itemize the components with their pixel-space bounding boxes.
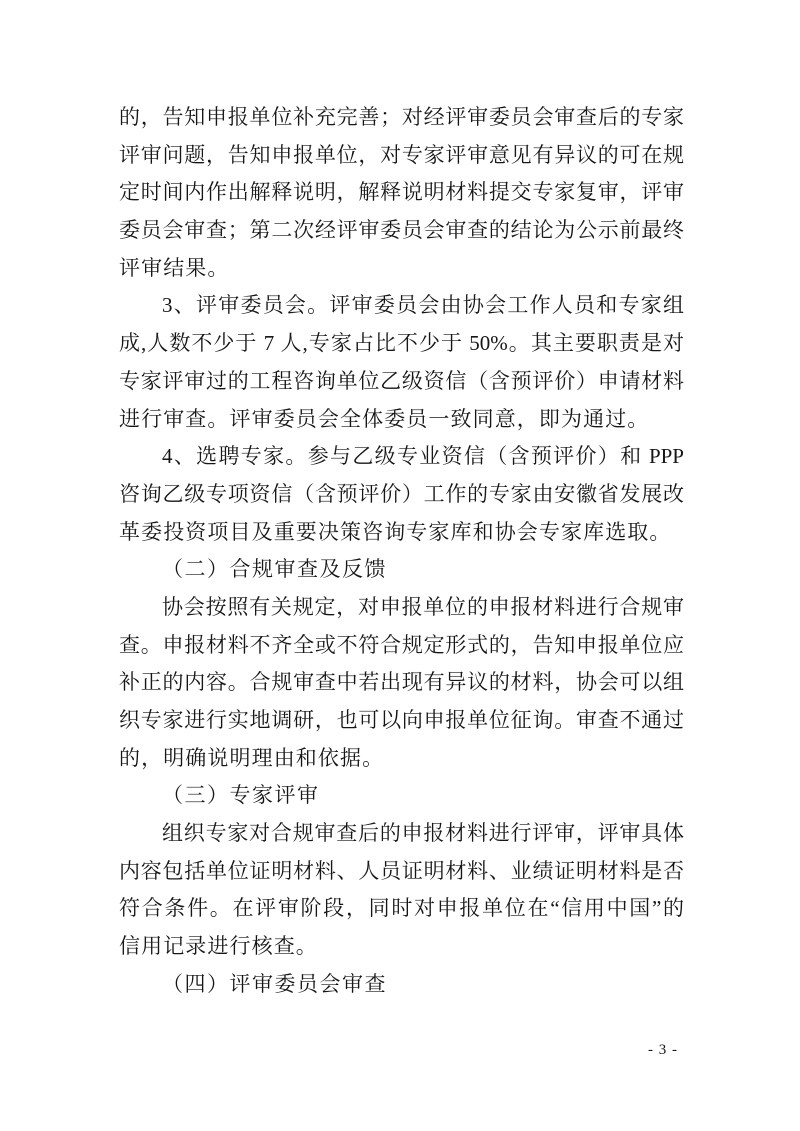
text-line: 定时间内作出解释说明，解释说明材料提交专家复审，评审 xyxy=(119,180,684,205)
text-line: 符合条件。在评审阶段，同时对申报单位在“信用中国”的 xyxy=(119,896,684,921)
text-line: 4、选聘专家。参与乙级专业资信（含预评价）和 PPP xyxy=(162,444,684,469)
text-line: 的，明确说明理由和依据。 xyxy=(119,745,385,770)
paragraph-expert-review xyxy=(119,815,684,966)
text-line: 组织专家对合规审查后的申报材料进行评审，评审具体 xyxy=(162,821,684,846)
paragraph-review-committee xyxy=(119,287,684,438)
text-line: 协会按照有关规定，对申报单位的申报材料进行合规审 xyxy=(162,594,684,619)
page-number: - 3 - xyxy=(648,1042,678,1058)
text-line: 内容包括单位证明材料、人员证明材料、业绩证明材料是否 xyxy=(119,858,684,883)
text-line: 3、评审委员会。评审委员会由协会工作人员和专家组 xyxy=(162,293,684,318)
paragraph-continuation xyxy=(119,99,684,287)
section-heading-compliance-review: （二）合规审查及反馈 xyxy=(162,557,387,582)
text-line: 咨询乙级专项资信（含预评价）工作的专家由安徽省发展改 xyxy=(119,481,684,506)
section-heading-expert-review: （三）专家评审 xyxy=(162,783,320,808)
text-line: 的，告知申报单位补充完善；对经评审委员会审查后的专家 xyxy=(119,105,684,129)
text-line: 评审结果。 xyxy=(119,255,230,280)
text-line: 补正的内容。合规审查中若出现有异议的材料，协会可以组 xyxy=(119,670,684,695)
paragraph-expert-selection xyxy=(119,438,684,551)
document-body xyxy=(119,99,684,1004)
text-line: 评审问题，告知申报单位，对专家评审意见有异议的可在规 xyxy=(119,142,684,167)
text-line: 信用记录进行核查。 xyxy=(119,934,318,959)
text-line: 织专家进行实地调研，也可以向申报单位征询。审查不通过 xyxy=(119,708,684,732)
paragraph-compliance-review xyxy=(119,589,684,777)
text-line: 成,人数不少于 7 人,专家占比不少于 50%。其主要职责是对 xyxy=(119,331,684,356)
text-line: 查。申报材料不齐全或不符合规定形式的，告知申报单位应 xyxy=(119,632,684,657)
text-line: 进行审查。评审委员会全体委员一致同意，即为通过。 xyxy=(119,406,650,431)
text-line: 委员会审查；第二次经评审委员会审查的结论为公示前最终 xyxy=(119,218,684,243)
text-line: 革委投资项目及重要决策咨询专家库和协会专家库选取。 xyxy=(119,519,672,544)
text-line: 专家评审过的工程咨询单位乙级资信（含预评价）申请材料 xyxy=(119,368,684,393)
section-heading-committee-review: （四）评审委员会审查 xyxy=(162,971,387,996)
